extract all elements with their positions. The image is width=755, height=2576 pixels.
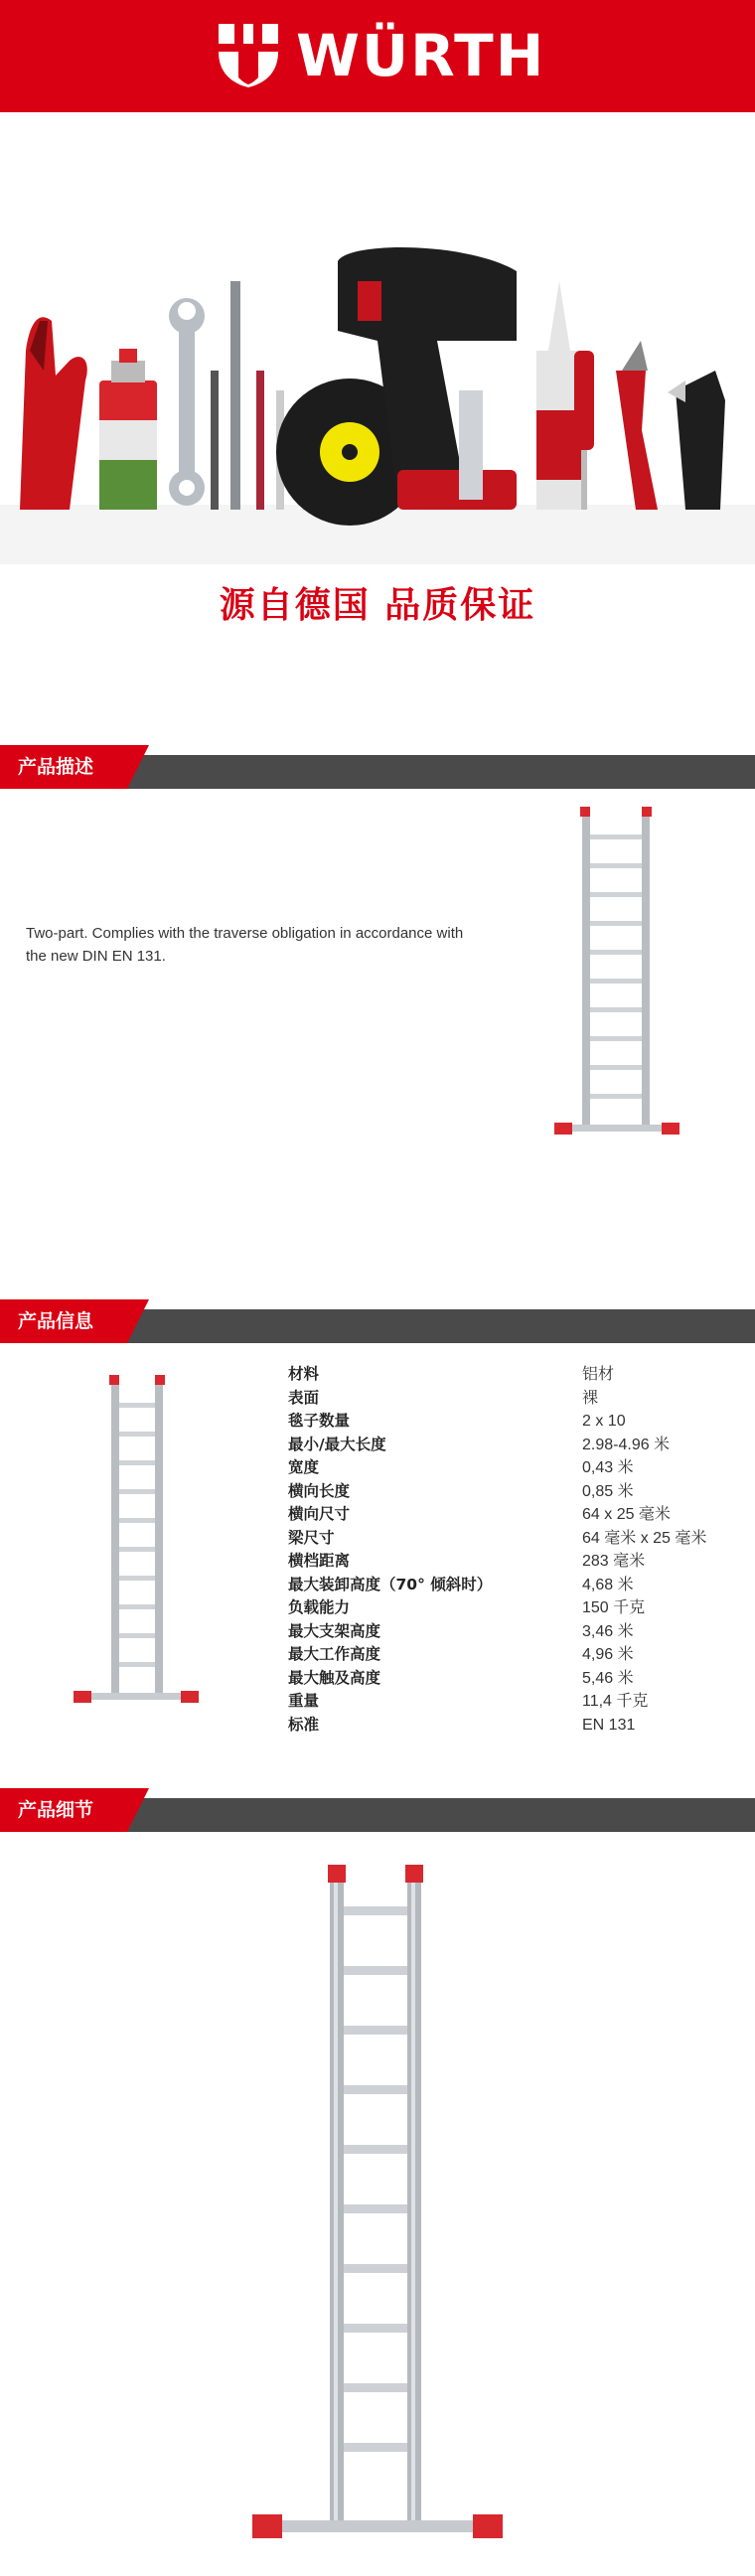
section-title: 产品信息 [18, 1310, 94, 1332]
spec-value: 283 毫米 [582, 1553, 646, 1570]
table-row [288, 1643, 745, 1667]
section-header-details [0, 1788, 755, 1832]
table-row [288, 1550, 745, 1574]
spec-key: 负载能力 [288, 1598, 351, 1616]
section-title: 产品描述 [18, 756, 94, 778]
table-row [288, 1527, 745, 1551]
table-row [288, 1410, 745, 1434]
table-row [288, 1574, 745, 1597]
spec-value: 5,46 米 [582, 1669, 634, 1687]
spec-key: 最大支架高度 [288, 1621, 381, 1640]
spec-key: 横档距离 [288, 1552, 351, 1570]
ladder-drawing [554, 807, 680, 1135]
spec-key: 宽度 [288, 1458, 320, 1476]
ladder-image [554, 805, 683, 1147]
hero-banner [0, 112, 755, 669]
table-row [288, 1480, 745, 1504]
spec-value: 4,68 米 [582, 1576, 634, 1593]
spec-key: 最大触及高度 [288, 1668, 381, 1687]
table-row [288, 1456, 745, 1480]
spec-value: 0,85 米 [582, 1482, 634, 1500]
table-row [288, 1714, 745, 1738]
spec-key: 表面 [288, 1388, 320, 1407]
section-title: 产品细节 [18, 1799, 94, 1821]
section-header-info [0, 1299, 755, 1343]
ladder-image [72, 1373, 201, 1716]
ladder-image [248, 1863, 507, 2558]
wurth-logo-icon [217, 22, 280, 89]
tools-collage-image [0, 172, 755, 569]
spec-value: 铝材 [582, 1366, 615, 1383]
spec-key: 最大装卸高度（70° 倾斜时） [288, 1575, 493, 1593]
hero-slogan: 源自德国 品质保证 [219, 585, 536, 626]
spec-value: EN 131 [582, 1716, 636, 1734]
spec-key: 重量 [288, 1692, 320, 1710]
spec-value: 裸 [582, 1389, 599, 1407]
spec-key: 横向长度 [288, 1481, 351, 1500]
table-row [288, 1503, 745, 1527]
spec-value: 150 千克 [582, 1599, 646, 1616]
spec-key: 最大工作高度 [288, 1645, 381, 1663]
spec-value: 11,4 千克 [582, 1693, 649, 1710]
table-row [288, 1434, 745, 1457]
spec-value: 3,46 米 [582, 1622, 634, 1640]
table-row [288, 1387, 745, 1411]
spec-value: 0,43 米 [582, 1459, 634, 1476]
table-row [288, 1363, 745, 1387]
spec-key: 标准 [288, 1715, 320, 1734]
spec-value: 64 毫米 x 25 毫米 [582, 1529, 707, 1547]
product-description: Two-part. Complies with the traverse obligation in accordance with the new DIN EN 131. [26, 925, 464, 965]
spec-key: 横向尺寸 [288, 1505, 351, 1523]
spec-value: 4,96 米 [582, 1646, 634, 1663]
ladder-drawing [74, 1375, 199, 1703]
ladder-drawing [252, 1865, 503, 2538]
spec-table [288, 1363, 745, 1737]
spec-value: 2 x 10 [582, 1413, 626, 1430]
spec-key: 最小/最大长度 [288, 1435, 386, 1453]
table-row [288, 1596, 745, 1620]
spec-value: 64 x 25 毫米 [582, 1506, 671, 1523]
brand-header [0, 0, 755, 112]
table-row [288, 1667, 745, 1691]
brand-name: WÜRTH [296, 22, 546, 89]
spec-key: 梁尺寸 [288, 1528, 335, 1547]
spec-key: 材料 [288, 1365, 320, 1383]
table-row [288, 1620, 745, 1644]
table-row [288, 1690, 745, 1714]
spec-key: 毯子数量 [288, 1412, 351, 1430]
section-header-description [0, 745, 755, 789]
spec-value: 2.98-4.96 米 [582, 1436, 671, 1453]
